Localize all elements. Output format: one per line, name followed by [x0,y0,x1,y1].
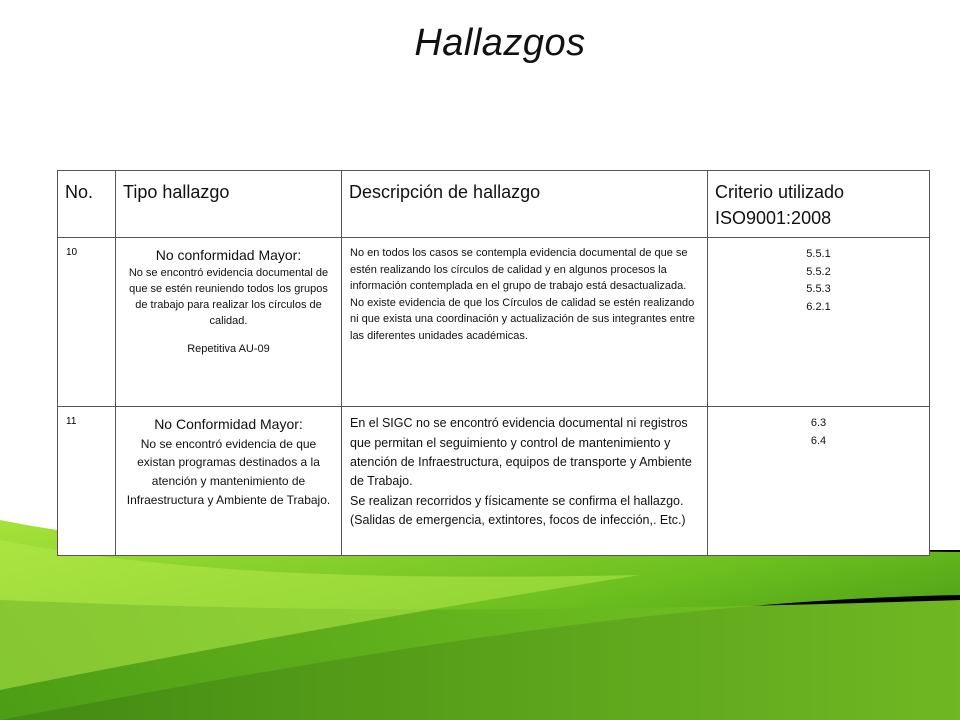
desc-paragraph: No existe evidencia de que los Círculos de calidad se estén realizando ni que exista una coordinación y actualización de sus integrantes entre las diferentes unidades académicas. [350,296,695,342]
cell-no: 11 [58,407,116,556]
header-criterio: Criterio utilizado ISO9001:2008 [708,171,930,238]
criterio-item: 6.3 [810,417,827,430]
desc-paragraph: En el SIGC no se encontró evidencia documental ni registros que permitan el seguimiento y control de mantenimiento y atención de Infraestructura, equipos de transporte y Ambiente de Trabajo. [350,416,692,489]
page-title: Hallazgos [414,22,586,64]
criterio-item: 5.5.2 [806,265,831,278]
desc-paragraph: No en todos los casos se contempla evidencia documental de que se estén realizando los círculos de calidad y en algunos procesos la información contemplada en el grupo de trabajo está desactualizada. [350,247,688,293]
tipo-extra: Repetitiva AU-09 [187,342,270,355]
tipo-heading: No Conformidad Mayor: [154,416,303,433]
cell-criterio [708,407,930,556]
desc-paragraph: Se realizan recorridos y físicamente se confirma el hallazgo. (Salidas de emergencia, extintores, focos de infección,. Etc.) [350,493,686,528]
cell-tipo [116,238,342,407]
cell-descripcion [342,238,708,407]
criterio-item: 5.5.3 [806,283,831,296]
tipo-heading: No conformidad Mayor: [155,247,302,264]
table-row [58,407,930,556]
criterio-item: 6.2.1 [806,300,831,313]
criterio-item: 6.4 [810,434,827,447]
header-no: No. [58,171,116,238]
tipo-body: No se encontró evidencia de que existan programas destinados a la atención y mantenimiento de Infraestructura y Ambiente de Trabajo. [126,436,331,507]
header-descripcion: Descripción de hallazgo [342,171,708,238]
table-row [58,238,930,407]
cell-criterio [708,238,930,407]
criterio-item: 5.5.1 [806,248,831,261]
cell-tipo [116,407,342,556]
header-tipo: Tipo hallazgo [116,171,342,238]
cell-no: 10 [58,238,116,407]
cell-descripcion [342,407,708,556]
table-header-row [58,171,930,238]
findings-table [57,170,930,556]
tipo-body: No se encontró evidencia documental de que se estén reuniendo todos los grupos de trabajo para realizar los círculos de calidad. [128,266,329,327]
